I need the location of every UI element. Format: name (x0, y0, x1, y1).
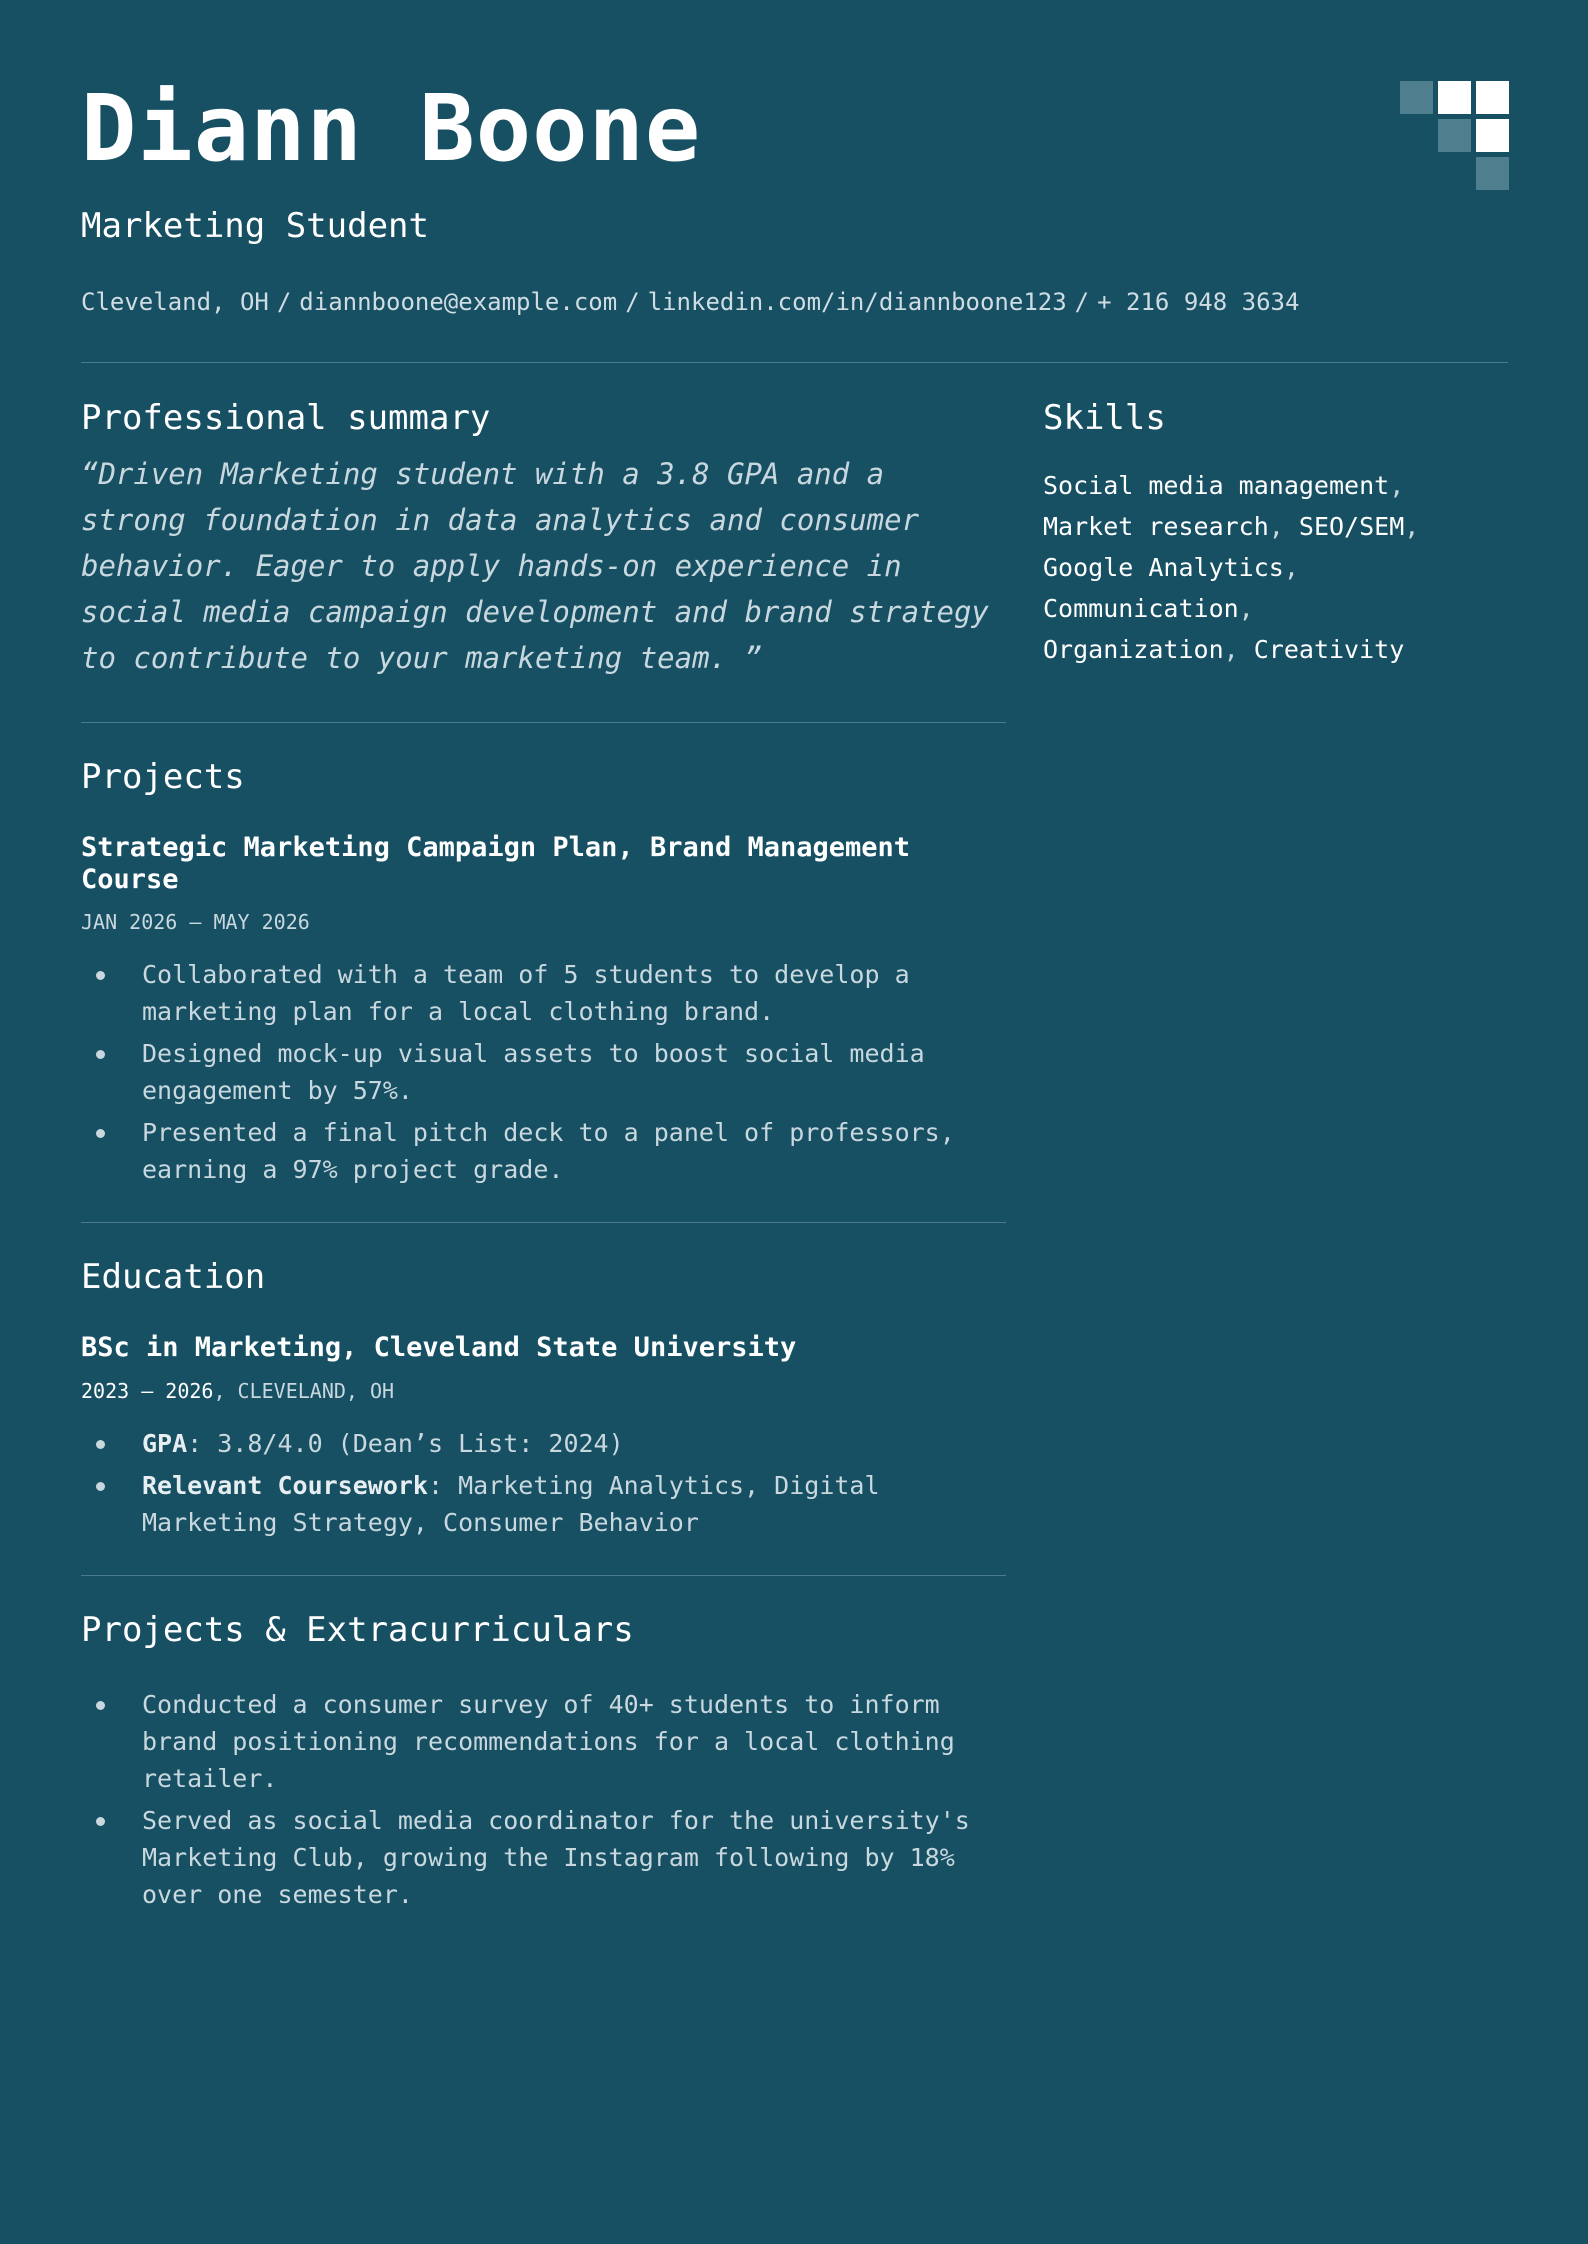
bullet-text: : 3.8/4.0 (Dean’s List: 2024) (187, 1428, 624, 1458)
main-column (81, 398, 1006, 1918)
list-item (142, 1467, 1006, 1541)
header-divider (81, 362, 1508, 363)
list-item: Presented a final pitch deck to a panel of professors, earning a 97% project grade. (142, 1114, 1006, 1188)
list-item: Collaborated with a team of 5 students to develop a marketing plan for a local clothing brand. (142, 956, 1006, 1030)
bullet-label: Relevant Coursework (142, 1470, 428, 1500)
candidate-role: Marketing Student (81, 206, 429, 246)
candidate-name: Diann Boone (81, 75, 702, 182)
list-item: Conducted a consumer survey of 40+ students to inform brand positioning recommendations for a local clothing retailer. (142, 1686, 1006, 1797)
skill-item: Social media management (1043, 470, 1390, 500)
projects-heading: Projects (81, 756, 245, 797)
summary-text: “Driven Marketing student with a 3.8 GPA and a strong foundation in data analytics and consumer behavior. Eager to apply hands-on experience in social media campaign development and brand strategy to contribute to your marketing team. ” (81, 456, 989, 675)
education-location-sep: , (213, 1378, 238, 1403)
section-divider (81, 1222, 1006, 1223)
education-section (81, 1257, 1006, 1540)
education-meta (81, 1379, 1006, 1403)
contact-separator: / (276, 288, 292, 316)
contact-separator: / (625, 288, 640, 316)
skill-item: Communication (1043, 593, 1239, 623)
skill-comma: , (1283, 552, 1299, 582)
side-column (1043, 398, 1508, 670)
section-divider (81, 722, 1006, 723)
list-item (142, 1425, 1006, 1462)
contact-separator: / (1074, 288, 1090, 316)
skills-heading: Skills (1043, 398, 1166, 438)
logo-square (1476, 81, 1509, 114)
education-dates: 2023 – 2026 (81, 1378, 214, 1403)
contact-line (81, 288, 1299, 316)
project-bullets (81, 956, 1006, 1188)
skill-comma: , (1268, 511, 1284, 541)
education-heading: Education (81, 1257, 266, 1298)
contact-location: Cleveland, OH (81, 288, 269, 316)
logo-square (1476, 119, 1509, 152)
skills-section (1043, 398, 1508, 670)
education-location: CLEVELAND, OH (237, 1378, 395, 1403)
list-item: Designed mock-up visual assets to boost social media engagement by 57%. (142, 1035, 1006, 1109)
projects-section (81, 757, 1006, 1189)
logo-square (1476, 157, 1509, 190)
summary-section (81, 398, 1006, 681)
project-title: Strategic Marketing Campaign Plan, Brand Management Course (81, 831, 911, 895)
contact-linkedin[interactable]: linkedin.com/in/diannboone123 (647, 288, 1067, 316)
skill-comma: , (1238, 593, 1254, 623)
summary-heading: Professional summary (81, 398, 491, 438)
skill-item: Google Analytics (1043, 552, 1284, 582)
bullet-text: : Marketing Analytics, Digital Marketing Strategy, Consumer Behavior (142, 1470, 880, 1537)
skill-item: Market research (1043, 511, 1269, 541)
contact-email[interactable]: diannboone@example.com (299, 288, 618, 316)
list-item: Served as social media coordinator for the university's Marketing Club, growing the Instagram following by 18% over one semester. (142, 1802, 1006, 1913)
education-title: BSc in Marketing, Cleveland State University (81, 1332, 797, 1364)
extracurriculars-heading: Projects & Extracurriculars (81, 1609, 634, 1650)
logo-mark-icon (1400, 81, 1509, 190)
extracurriculars-bullets (81, 1686, 1006, 1913)
section-divider (81, 1575, 1006, 1576)
contact-phone[interactable]: + 216 948 3634 (1097, 288, 1300, 316)
skill-item: SEO/SEM (1298, 511, 1405, 541)
skill-item: Organization (1043, 634, 1224, 664)
logo-square (1400, 81, 1433, 114)
skill-comma: , (1404, 511, 1420, 541)
bullet-label: GPA (142, 1428, 188, 1458)
skill-comma: , (1223, 634, 1239, 664)
project-dates (81, 910, 1006, 934)
skill-item: Creativity (1253, 634, 1405, 664)
extracurriculars-section (81, 1610, 1006, 1914)
skills-list (1043, 465, 1508, 670)
education-bullets (81, 1425, 1006, 1541)
logo-square (1438, 119, 1471, 152)
project-dates-text: JAN 2026 – MAY 2026 (81, 910, 310, 935)
logo-square (1438, 81, 1471, 114)
skill-comma: , (1389, 470, 1405, 500)
